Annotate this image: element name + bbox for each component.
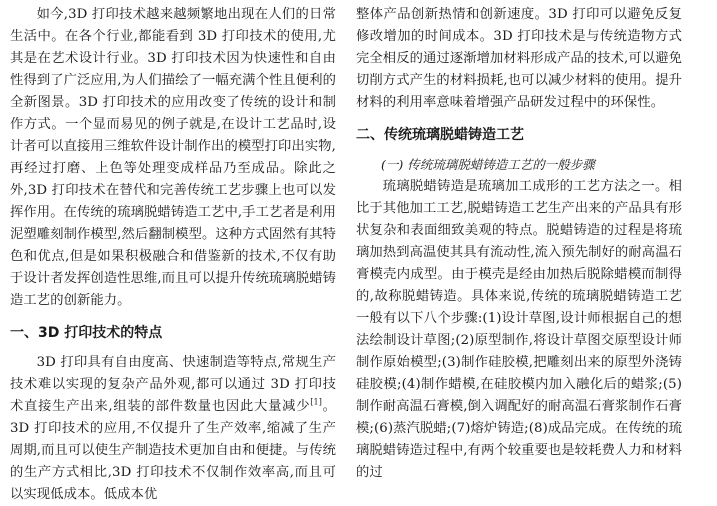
section1-paragraph-part2: 。3D 打印技术的应用,不仅提升了生产效率,缩减了生产周期,而且可以使生产制造技术更加自由和便捷。与传统的生产方式相比,3D 打印技术不仅制作效率高,而且可以实现低成本。低成本优 xyxy=(10,399,336,502)
section-heading-traditional-glass-casting: 二、传统琉璃脱蜡铸造工艺 xyxy=(356,127,524,143)
section1-paragraph-part1: 3D 打印具有自由度高、快速制造等特点,常规生产技术难以实现的复杂产品外观,都可以通过 3D 打印技术直接生产出来,组装的部件数量也因此大量减少 xyxy=(10,355,336,414)
subsection1-paragraph: 琉璃脱蜡铸造是琉璃加工成形的工艺方法之一。相比于其他加工工艺,脱蜡铸造工艺生产出来的产品具有形状复杂和表面细致美观的特点。脱蜡铸造的过程是将琉璃加热到高温使其具有流动性,流入预先制好的耐高温石膏模壳内成型。由于模壳是经由加热后脱除蜡模而制得的,故称脱蜡铸造。具体来说,传统的琉璃脱蜡铸造工艺一般有以下八个步骤:(1)设计草图,设计师根据自己的想法绘制设计草图;(2)原型制作,将设计草图交原型设计师制作原始模型;(3)制作硅胶模,把雕刻出来的原型外浇铸硅胶模;(4)制作蜡模,在硅胶模内加入融化后的蜡浆;(5)制作耐高温石膏模,倒入调配好的耐高温石膏浆制作石膏模;(6)蒸汽脱蜡;(7)熔炉铸造;(8)成品完成。在传统的琉璃脱蜡铸造过程中,有两个较重要也是较耗费人力和材料的过 xyxy=(356,179,682,480)
section-heading-3d-printing-features: 一、3D 打印技术的特点 xyxy=(10,325,163,341)
intro-paragraph: 如今,3D 打印技术越来越频繁地出现在人们的日常生活中。在各个行业,都能看到 3D 打印技术的使用,尤其是在艺术设计行业。3D 打印技术因为快速性和自由性得到了广泛应用,为人们描绘了一幅充满个性且便利的全新图景。3D 打印技术的应用改变了传统的设计和制作方式。一个显而易见的例子就是,在设计工艺品时,设计者可以直接用三维软件设计制作出的模型打印出实物,再经过打磨、上色等处理变成样品乃至成品。除此之外,3D 打印技术在替代和完善传统工艺步骤上也可以发挥作用。在传统的琉璃脱蜡铸造工艺中,手工艺者是利用泥塑雕刻制作模型,然后翻制模型。这种方式固然有其特色和优点,但是如果积极融合和借鉴新的技术,不仅有助于设计者发挥创造性思维,而且可以提升传统琉璃脱蜡铸造工艺的创新能力。 xyxy=(10,7,336,308)
citation-reference[interactable]: [1] xyxy=(310,397,322,407)
continuation-paragraph: 整体产品创新热情和创新速度。3D 打印可以避免反复修改增加的时间成本。3D 打印技术是与传统造物方式完全相反的通过逐渐增加材料形成产品的技术,可以避免切削方式产生的材料损耗,也可以减少材料的使用。提升材料的利用率意味着增强产品研发过程中的环保性。 xyxy=(356,7,682,110)
right-column xyxy=(356,4,682,484)
section1-paragraph xyxy=(10,352,336,506)
subsection-heading-general-steps: (一) 传统琉璃脱蜡铸造工艺的一般步骤 xyxy=(381,157,595,172)
left-column xyxy=(10,4,336,506)
